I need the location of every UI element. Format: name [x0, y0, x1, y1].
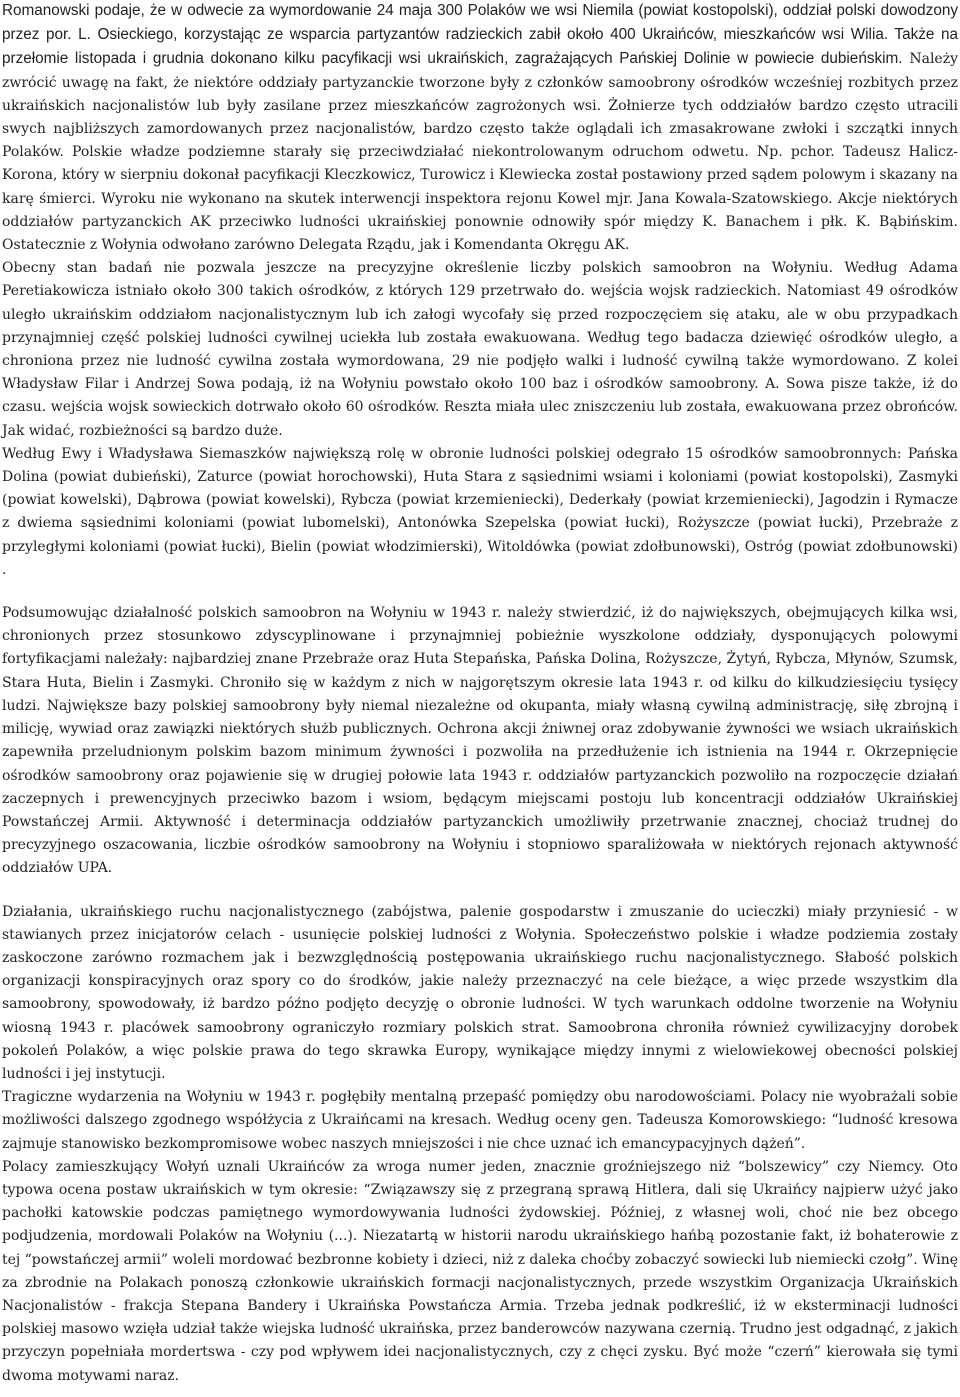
paragraph-enemy-assessment: Polacy zamieszkujący Wołyń uznali Ukraińców za wroga numer jeden, znacznie groźniejszego niż “bolszewicy” czy Niemcy. Oto typowa ocena postaw ukraińskich w tym okresie: “Związawszy się z przegraną sprawą Hitlera, dali się Ukraińcy najpierw użyć jako pachołki katowskie podczas pamiętnego wymordowywania ludności żydowskiej. Później, z własnej woli, choć nie bez obcego podjudzenia, mordowali Polaków na Wołyniu (...). Niezatartą w historii narodu ukraińskiego hańbą pozostanie fakt, iż bohaterowie z tej “powstańczej armii” woleli mordować bezbronne kobiety i dzieci, niż z daleka choćby zobaczyć sowiecki lub niemiecki czołg”. Winę za zbrodnie na Polakach ponoszą członkowie ukraińskich formacji nacjonalistycznych, przede wszystkim Organizacja Ukraińskich Nacjonalistów - frakcja Stepana Bandery i Ukraińska Powstańcza Armia. Trzeba jednak podkreślić, iż w eksterminacji ludności polskiej masowo wzięła udział także wiejska ludność ukraińska, przez banderowców nazywana czernią. Trudno jest odgadnąć, z jakich przyczyn popełniała mordertswa - czy pod wpływem idei nacjonalistycznych, czy z chęci zysku. Być może “czerń” kierowała się tymi dwoma motywami naraz.: [2, 1158, 958, 1384]
paragraph-tragic-events: Tragiczne wydarzenia na Wołyniu w 1943 r. pogłębiły mentalną przepaść pomiędzy obu narodowościami. Polacy nie wyobrażali sobie możliwości dalszego zgodnego współżycia z Ukraińcami na kresach. Według oceny gen. Tadeusza Komorowskiego: “ludność kresowa zajmuje stanowisko bezkompromisowe wobec naszych mniejszości i nie chce uznać ich emancypacyjnych dążeń”.: [2, 1089, 958, 1152]
paragraph-continuation-text: Należy zwrócić uwagę na fakt, że niektóre oddziały partyzanckie tworzone były z członków samoobrony ośrodków wcześniej rozbitych przez ukraińskich nacjonalistów lub były zasilane przez mieszkańców zagrożonych wsi. Żołnierze tych oddziałów bardzo często utracili swych najbliższych zamordowanych przez nacjonalistów, bardzo często także oglądali ich zmasakrowane zwłoki i szczątki innych Polaków. Polskie władze podziemne starały się przeciwdziałać niekontrolowanym odruchom odwetu. Np. pchor. Tadeusz Halicz-Korona, który w sierpniu dokonał pacyfikacji Kleczkowicz, Turowicz i Klewiecka został postawiony przed sądem polowym i skazany na karę śmierci. Wyroku nie wykonano na skutek interwencji inspektora rejonu Kowel mjr. Jana Kowala-Szatowskiego. Akcje niektórych oddziałów partyzanckich AK przeciwko ludności ukraińskiej ponownie odnowiły spór między K. Banachem i płk. K. Bąbińskim. Ostatecznie z Wołynia odwołano zarówno Delegata Rządu, jak i Komendanta Okręgu AK.: [2, 51, 958, 254]
paragraph-wilia-reprisals: [2, 0, 958, 257]
document-body: [2, 0, 958, 1388]
paragraph-spacer: [2, 582, 958, 602]
paragraph-lead-text: Romanowski podaje, że w odwecie za wymordowanie 24 maja 300 Polaków we wsi Niemila (powiat kostopolski), oddział polski dowodzony przez por. L. Osieckiego, korzystając ze wsparcia partyzantów radzieckich zabił około 400 Ukraińców, mieszkańców wsi Wilia. Także na przełomie listopada i grudnia dokonano kilku pacyfikacji wsi ukraińskich, zagrażających Pańskiej Dolinie w powiecie dubieńskim.: [2, 2, 958, 68]
paragraph-nationalist-actions: Działania, ukraińskiego ruchu nacjonalistycznego (zabójstwa, palenie gospodarstw i zmuszanie do ucieczki) miały przyniesić - w stawianych przez inicjatorów celach - usunięcie polskiej ludności z Wołynia. Społeczeństwo polskie i władze podziemia zostały zaskoczone zarówno rozmachem jak i bezwzględnością postępowania ukraińskiego ruchu nacjonalistycznego. Słabość polskich organizacji konspiracyjnych oraz spory co do środków, jakie należy przeznaczyć na cele bieżące, a więc przede wszystkim dla samoobrony, spowodowały, iż bardzo późno podjęto decyzję o obronie ludności. W tych warunkach oddolne tworzenie na Wołyniu wiosną 1943 r. placówek samoobrony ograniczyło rozmiary polskich strat. Samoobrona chroniła również cywilizacyjny dorobek pokoleń Polaków, a więc polskie prawa do tego skrawka Europy, wynikające między innymi z wielowiekowej obecności polskiej ludności i jej instytucji.: [2, 903, 958, 1082]
paragraph-siemaszko-list: Według Ewy i Władysława Siemaszków największą rolę w obronie ludności polskiej odegrało 15 ośrodków samoobronnych: Pańska Dolina (powiat dubieński), Zaturce (powiat horochowski), Huta Stara z sąsiednimi wsiami i koloniami (powiat kostopolski), Zasmyki (powiat kowelski), Dąbrowa (powiat kowelski), Rybcza (powiat krzemieniecki), Dederkały (powiat krzemieniecki), Jagodzin i Rymacze z dwiema sąsiednimi koloniami (powiat lubomelski), Antonówka Szepelska (powiat łucki), Rożyszcze (powiat łucki), Przebraże z przyległymi koloniami (powiat łucki), Bielin (powiat włodzimierski), Witoldówka (powiat zdołbunowski), Ostróg (powiat zdołbunowski) .: [2, 445, 958, 578]
paragraph-spacer: [2, 881, 958, 901]
paragraph-summary: Podsumowując działalność polskich samoobron na Wołyniu w 1943 r. należy stwierdzić, iż do największych, obejmujących kilka wsi, chronionych przez stosunkowo zdyscyplinowane i przynajmniej pobieżnie wyszkolone oddziały, dysponujących polowymi fortyfikacjami należały: najbardziej znane Przebraże oraz Huta Stepańska, Pańska Dolina, Rożyszcze, Żytyń, Rybcza, Młynów, Szumsk, Stara Huta, Bielin i Zasmyki. Chroniło się w każdym z nich w najgorętszym okresie lata 1943 r. od kilku do kilkudziesięciu tysięcy ludzi. Największe bazy polskiej samoobrony były niemal niezależne od okupanta, miały własną cywilną administrację, siłę zbrojną i milicję, wywiad oraz zawiązki niektórych służb publicznych. Ochrona akcji żniwnej oraz zdobywanie żywności we wsiach ukraińskich zapewniła przeludnionym polskim bazom minimum żywności i pozwoliła na przedłużenie ich istnienia na 1944 r. Okrzepnięcie ośrodków samoobrony oraz pojawienie się w drugiej połowie lata 1943 r. oddziałów partyzanckich pozwoliło na rozpoczęcie działań zaczepnych i prewencyjnych przeciwko bazom i wsiom, będącym miejscami postoju lub koncentracji oddziałów Ukraińskiej Powstańczej Armii. Aktywność i determinacja oddziałów partyzanckich umożliwiły przetrwanie znacznej, chociaż trudnej do precyzyjnego oszacowania, liczbie ośrodków samoobrony na Wołyniu i stopniowo sparaliżowała w niektórych rejonach aktywność oddziałów UPA.: [2, 605, 958, 877]
paragraph-self-defense-count: Obecny stan badań nie pozwala jeszcze na precyzyjne określenie liczby polskich samoobron na Wołyniu. Według Adama Peretiakowicza istniało około 300 takich ośrodków, z których 129 przetrwało do. wejścia wojsk radzieckich. Natomiast 49 ośrodków uległo ukraińskim oddziałom nacjonalistycznym lub ich załogi wycofały się przed rozpoczęciem się ataku, ale w obu przypadkach przynajmniej część polskiej ludności cywilnej uciekła lub została ewakuowana. Według tego badacza dziewięć ośrodków uległo, a chroniona przez nie ludność cywilna została wymordowana, 29 nie podjęło walki i ludność cywilną także wymordowano. Z kolei Władysław Filar i Andrzej Sowa podają, iż na Wołyniu powstało około 100 baz i ośrodków samoobrony. A. Sowa pisze także, iż do czasu. wejścia wojsk sowieckich dotrwało około 60 ośrodków. Reszta miała ulec zniszczeniu lub została, ewakuowana przez obrońców. Jak widać, rozbieżności są bardzo duże.: [2, 260, 958, 439]
